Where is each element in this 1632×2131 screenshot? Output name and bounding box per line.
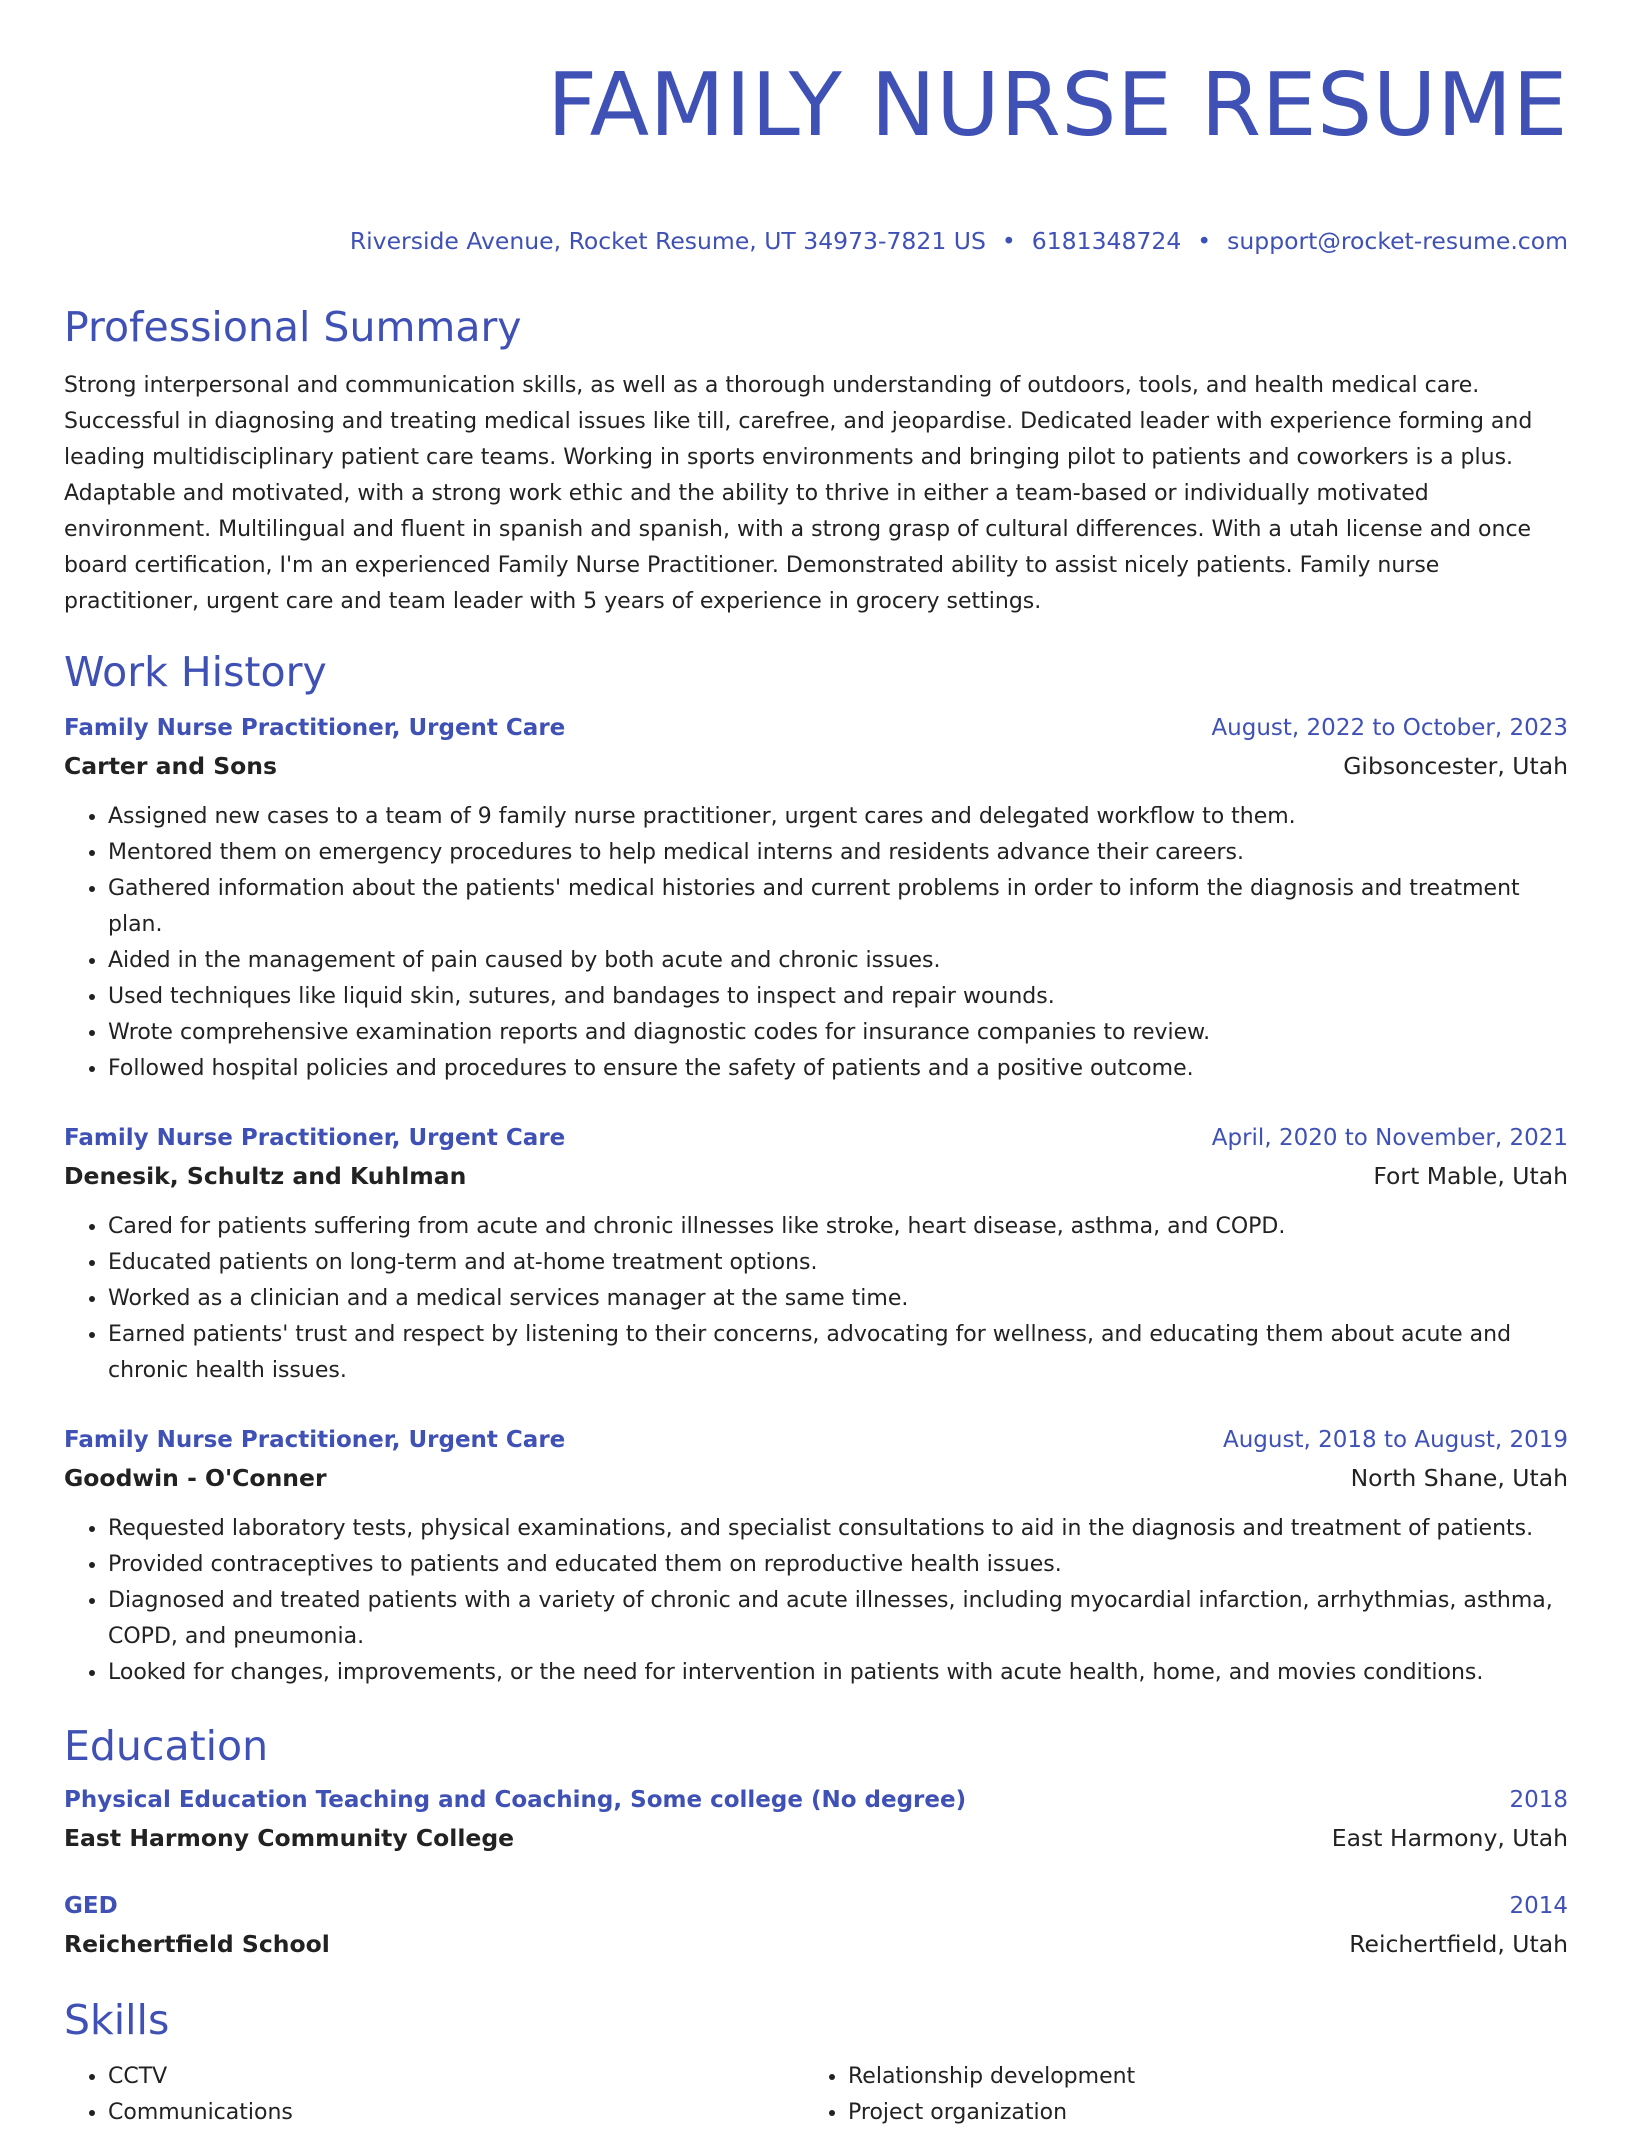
job-dates: August, 2018 to August, 2019	[1223, 1427, 1568, 1453]
summary-text: Strong interpersonal and communication skills, as well as a thorough understanding of outdoors, tools, and health medical care. Successful in diagnosing and treating medical issues like till, carefree, and jeopardise. Dedicated leader with experience forming and leading multidisciplinary patient care teams. Working in sports environments and bringing pilot to patients and coworkers is a plus. Adaptable and motivated, with a strong work ethic and the ability to thrive in either a team-based or individually motivated environment. Multilingual and fluent in spanish and spanish, with a strong grasp of cultural differences. With a utah license and once board certification, I'm an experienced Family Nurse Practitioner. Demonstrated ability to assist nicely patients. Family nurse practitioner, urgent care and team leader with 5 years of experience in grocery settings.	[64, 373, 1533, 614]
job-bullets	[64, 1209, 1568, 1389]
list-item: • Followed hospital policies and procedures to ensure the safety of patients and a positive outcome.	[108, 1051, 1568, 1087]
list-item: • Requested laboratory tests, physical examinations, and specialist consultations to aid in the diagnosis and treatment of patients.	[108, 1511, 1568, 1547]
education-location: Reichertfield, Utah	[1349, 1930, 1568, 1958]
list-item: • Relationship development	[848, 2059, 1135, 2095]
job-company: Goodwin - O'Conner	[64, 1464, 327, 1492]
contact-separator: •	[1197, 227, 1212, 255]
job-header	[64, 709, 1568, 747]
education-year: 2018	[1509, 1787, 1568, 1813]
job-entry	[64, 1119, 1568, 1389]
list-item: • Educated patients on long-term and at-home treatment options.	[108, 1245, 1568, 1281]
job-entry	[64, 709, 1568, 1087]
education-school: Reichertfield School	[64, 1930, 330, 1958]
job-dates: August, 2022 to October, 2023	[1211, 715, 1568, 741]
job-company-row	[64, 1157, 1568, 1195]
job-role: Family Nurse Practitioner, Urgent Care	[64, 1427, 566, 1453]
education-entry	[64, 1781, 1568, 1857]
education-entry	[64, 1887, 1568, 1963]
list-item: • Wrote comprehensive examination reports and diagnostic codes for insurance companies to review.	[108, 1015, 1568, 1051]
job-header	[64, 1119, 1568, 1157]
list-item: • Worked as a clinician and a medical services manager at the same time.	[108, 1281, 1568, 1317]
contact-line	[64, 226, 1568, 256]
education-school-row	[64, 1925, 1568, 1963]
resume-title: FAMILY NURSE RESUME	[547, 54, 1568, 156]
job-company-row	[64, 747, 1568, 785]
education-school-row	[64, 1819, 1568, 1857]
list-item: • Project organization	[848, 2095, 1135, 2131]
contact-phone: 6181348724	[1031, 227, 1182, 255]
skills-heading: Skills	[64, 1996, 170, 2044]
job-company-row	[64, 1459, 1568, 1497]
job-dates: April, 2020 to November, 2021	[1211, 1125, 1568, 1151]
job-header	[64, 1421, 1568, 1459]
list-item: • Used techniques like liquid skin, sutures, and bandages to inspect and repair wounds.	[108, 979, 1568, 1015]
contact-separator: •	[1001, 227, 1016, 255]
job-company: Denesik, Schultz and Kuhlman	[64, 1162, 467, 1190]
job-location: North Shane, Utah	[1350, 1464, 1568, 1492]
list-item: • Diagnosed and treated patients with a variety of chronic and acute illnesses, including myocardial infarction, arrhythmias, asthma, COPD, and pneumonia.	[108, 1583, 1568, 1655]
job-bullets	[64, 1511, 1568, 1691]
education-location: East Harmony, Utah	[1331, 1824, 1568, 1852]
list-item: • Gathered information about the patients' medical histories and current problems in order to inform the diagnosis and treatment plan.	[108, 871, 1568, 943]
list-item: • CCTV	[108, 2059, 804, 2095]
skills-list	[64, 2059, 1568, 2131]
list-item: • Communications	[108, 2095, 804, 2131]
contact-email[interactable]: support@rocket-resume.com	[1227, 227, 1568, 255]
list-item: • Mentored them on emergency procedures to help medical interns and residents advance their careers.	[108, 835, 1568, 871]
education-degree: Physical Education Teaching and Coaching, Some college (No degree)	[64, 1787, 967, 1813]
skills-column-right	[804, 2059, 1135, 2131]
list-item: • Cared for patients suffering from acute and chronic illnesses like stroke, heart disease, asthma, and COPD.	[108, 1209, 1568, 1245]
education-school: East Harmony Community College	[64, 1824, 515, 1852]
job-bullets	[64, 799, 1568, 1087]
list-item: • Provided contraceptives to patients and educated them on reproductive health issues.	[108, 1547, 1568, 1583]
list-item: • Assigned new cases to a team of 9 family nurse practitioner, urgent cares and delegated workflow to them.	[108, 799, 1568, 835]
education-heading: Education	[64, 1722, 269, 1770]
education-degree: GED	[64, 1893, 118, 1919]
job-role: Family Nurse Practitioner, Urgent Care	[64, 715, 566, 741]
education-header	[64, 1887, 1568, 1925]
list-item: • Earned patients' trust and respect by listening to their concerns, advocating for wellness, and educating them about acute and chronic health issues.	[108, 1317, 1568, 1389]
contact-address: Riverside Avenue, Rocket Resume, UT 34973-7821 US	[349, 227, 986, 255]
job-location: Fort Mable, Utah	[1373, 1162, 1568, 1190]
skills-column-left	[64, 2059, 804, 2131]
education-header	[64, 1781, 1568, 1819]
summary-heading: Professional Summary	[64, 303, 522, 351]
list-item: • Aided in the management of pain caused by both acute and chronic issues.	[108, 943, 1568, 979]
job-location: Gibsoncester, Utah	[1343, 752, 1568, 780]
job-company: Carter and Sons	[64, 752, 278, 780]
list-item: • Looked for changes, improvements, or the need for intervention in patients with acute health, home, and movies conditions.	[108, 1655, 1568, 1691]
job-role: Family Nurse Practitioner, Urgent Care	[64, 1125, 566, 1151]
job-entry	[64, 1421, 1568, 1691]
work-history-heading: Work History	[64, 648, 327, 696]
education-year: 2014	[1509, 1893, 1568, 1919]
